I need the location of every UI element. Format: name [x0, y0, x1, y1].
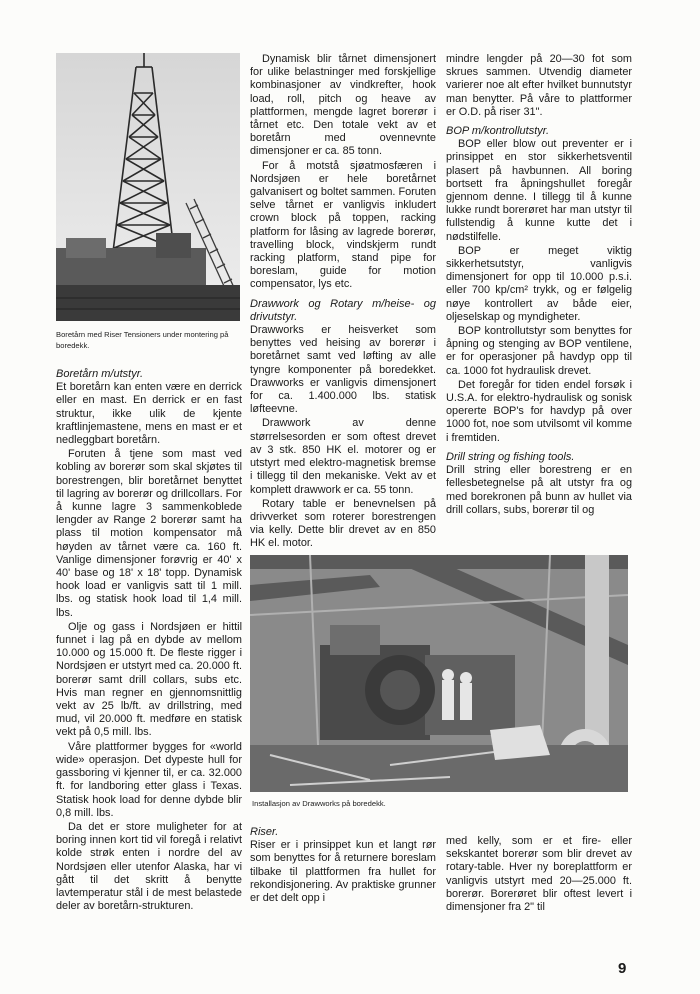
paragraph: BOP kontrollutstyr som benyttes for åpning og stenging av BOP ventilene, er for operasjoner på havdyp opp til ca. 1000 fot hydraulisk drevet.	[446, 325, 632, 377]
paragraph: Det foregår for tiden endel forsøk i U.S.A. for elektro-hydraulisk og sonisk opererte BOP's for havdyp på over 1000 fot, noe som utvilsomt vil komme i fremtiden.	[446, 378, 632, 444]
paragraph: Riser er i prinsippet kun et langt rør som benyttes for å returnere boreslam tilbake til plattformen fra hullet for rekondisjonering. Av praktiske grunner er det delt opp i	[250, 839, 436, 905]
paragraph: med kelly, som er et fire- eller sekskantet borerør som blir drevet av rotary-table. Hver ny boreplattform er vanligvis utstyrt med 20—25.000 ft. borerør. Borerøret blir oftest levert i dimensjoner fra 2" til	[446, 835, 632, 914]
paragraph: For å motstå sjøatmosfæren i Nordsjøen er hele boretårnet galvanisert og boltet sammen. Foruten selve tårnet er vanligvis inkludert crown block på toppen, racking platform for låsing av lagrede borerør, travelling block, vindskjerm rundt racking platform, stand pipe for boreslam, guide for motion compensator, lys etc.	[250, 159, 436, 291]
paragraph: BOP er meget viktig sikkerhetsutstyr, vanligvis dimensjonert for opp til 10.000 p.s.i. eller 700 kp/cm² trykk, og er følgelig nøye kontrollert av både eier, oljeselskap og myndigheter.	[446, 244, 632, 323]
paragraph: Drill string eller borestreng er en fellesbetegnelse på alt utstyr fra og med borekronen på bunn av hullet via drill collars, subs, borerør til og	[446, 464, 632, 516]
heading-mast: Boretårn m/utstyr.	[56, 368, 144, 380]
paragraph: Rotary table er benevnelsen på drivverket som roterer borestrengen via kelly. Dette blir drevet av en 850 HK el. motor.	[250, 497, 436, 550]
riser-column-left	[250, 820, 436, 906]
drawworks-photo-caption: Installasjon av Drawworks på boredekk.	[252, 799, 386, 808]
column-1	[56, 362, 242, 914]
riser-column-right	[446, 835, 632, 915]
paragraph: Da det er store muligheter for at boring innen kort tid vil foregå i relativt kolde strøk enten i nordre del av Nordsjøen eller utenfor Alaska, har vi gått til det skritt å benytte lavtemperatur stål i de mest belastede deler av boretårn-strukturen.	[56, 820, 242, 913]
paragraph: Olje og gass i Nordsjøen er hittil funnet i lag på en dybde av mellom 10.000 og 15.000 ft. De fleste rigger i Nordsjøen er utstyrt med ca. 20.000 ft. borerør samt drill collars, subs etc. Hvis man regner en gjennomsnittlig vekt av 25 lb/ft. av drillstring, med mud, vil 20.000 ft. medføre en statisk vekt på 0,5 mill. lbs.	[56, 620, 242, 739]
heading-drill-string: Drill string og fishing tools.	[446, 450, 575, 463]
derrick-photo-caption: Boretårn med Riser Tensioners under montering på boredekk.	[56, 330, 229, 350]
paragraph: Et boretårn kan enten være en derrick eller en mast. En derrick er en fast struktur, ikke ulik de kjente kraftlinjemastene, mens en mast er et nedleggbart boretårn.	[56, 381, 242, 447]
heading-drawwork: Drawwork og Rotary m/heise- og drivutstyr.	[250, 297, 436, 323]
column-3	[446, 53, 632, 518]
derrick-photo	[56, 53, 240, 321]
paragraph: Drawwork av denne størrelsesorden er som oftest drevet av 3 stk. 850 HK el. motorer og er utstyrt med elektro-magnetisk bremse i tillegg til den mekaniske. Vekt av et komplett drawwork er ca. 55 tonn.	[250, 417, 436, 496]
page-number: 9	[618, 960, 627, 977]
paragraph: Våre plattformer bygges for «world wide» operasjon. Det dypeste hull for gassboring vi kjenner til, er ca. 32.000 ft. for landboring etter glass i Texas. Statisk hook load for denne dybde blir 0,8 mill. lbs.	[56, 740, 242, 819]
paragraph: Drawworks er heisverket som benyttes ved heising av borerør i boretårnet samt ved løfting av alle tyngre komponenter på boredekket. Drawworks er vanligvis dimensjonert for ca. 1.400.000 lbs. statisk løfteevne.	[250, 324, 436, 416]
heading-bop: BOP m/kontrollutstyr.	[446, 125, 550, 138]
paragraph: mindre lengder på 20—30 fot som skrues sammen. Utvendig diameter varierer noe alt efter hvilket bunnutstyr man benytter. På våre to plattformer er O.D. på riser 31".	[446, 53, 632, 118]
column-2	[250, 53, 436, 552]
drawworks-photo	[250, 555, 628, 792]
paragraph: Foruten å tjene som mast ved kobling av borerør som skal skjøtes til borestrengen, blir boretårnet benyttet til lagring av borerør og drillcollars. For å kunne lagre 3 sammenkoblede lengder av Range 2 borerør samt ha plass til motion kompensator må høyden av tårnet være ca. 160 ft. Vanlige dimensjoner forøvrig er 40' x 40' base og 18' x 18' topp. Dynamisk hook load er vanligvis satt til 1 mill. lbs. og statisk hook load til 1,4 mill. lbs.	[56, 448, 242, 619]
paragraph: BOP eller blow out preventer er i prinsippet en stor sikkerhetsventil plasert på havbunnen. All boring bortsett fra åpningshullet foregår gjennom denne. I tillegg til å kunne lukke rundt borerøret har man utstyr til fullstendig å kunne kutte det i nødstilfelle.	[446, 138, 632, 243]
heading-riser: Riser.	[250, 826, 279, 838]
paragraph: Dynamisk blir tårnet dimensjonert for ulike belastninger med forskjellige kombinasjoner av vindkrefter, hook load, roll, pitch og heave av plattformen, mengde lagret borerør i tårnet etc. Den totale vekt av et boretårn med ovennevnte dimensjoner er ca. 85 tonn.	[250, 53, 436, 158]
